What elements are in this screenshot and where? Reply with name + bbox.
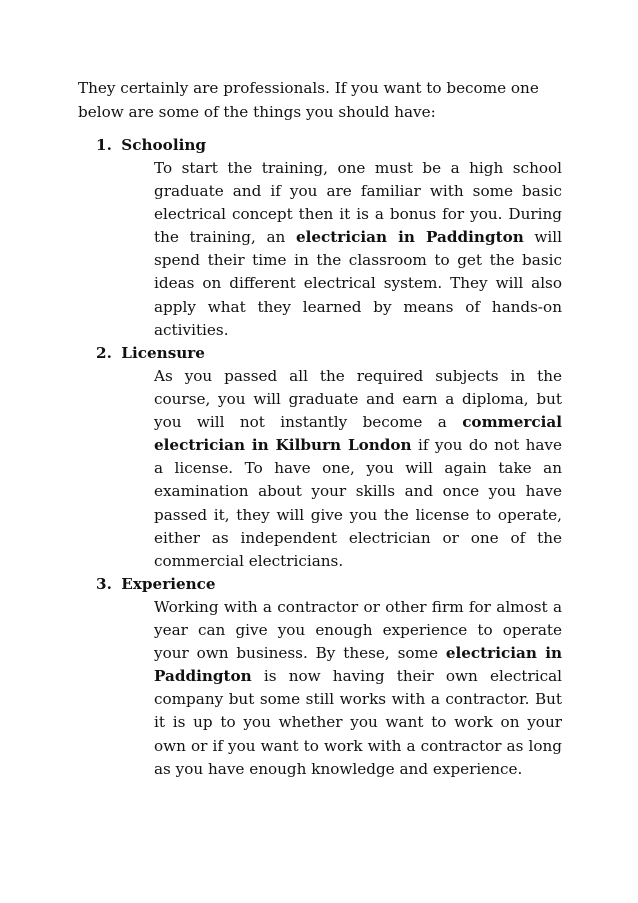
section-heading xyxy=(96,343,562,364)
section-title: Experience xyxy=(121,575,216,593)
section-body xyxy=(154,596,562,781)
section-body xyxy=(154,157,562,342)
body-text: Working with a contractor or other firm for almost a year can give you enough experience to operate your own business. By these, some xyxy=(154,598,562,663)
body-text: To start the training, one must be a high school graduate and if you are familiar with some basic electrical concept then it is a bonus for you. During the training, an xyxy=(154,159,562,247)
body-text: is now having their own electrical company but some still works with a contractor. But it is up to you whether you want to work on your own or if you want to work with a contractor as long as you have enough knowledge and experience. xyxy=(154,667,562,778)
section-title: Licensure xyxy=(121,344,205,362)
body-text: if you do not have a license. To have one, you will again take an examination about your skills and once you have passed it, they will give you the license to operate, either as independent electrician or one of the commercial electricians. xyxy=(154,436,563,570)
section-heading xyxy=(96,574,562,595)
section-heading xyxy=(96,135,562,156)
section-body xyxy=(154,365,562,573)
section-title: Schooling xyxy=(121,136,207,154)
keyword-link: electrician in Paddington xyxy=(295,228,524,247)
section-schooling xyxy=(78,135,562,342)
section-number: 2. xyxy=(96,344,112,362)
section-number: 1. xyxy=(96,136,112,154)
keyword-link: electrician in Paddington xyxy=(154,644,563,686)
section-licensure xyxy=(78,343,562,573)
section-number: 3. xyxy=(96,575,112,593)
body-text: will spend their time in the classroom to get the basic ideas on different electrical system. They will also apply what they learned by means of hands-on activities. xyxy=(154,228,563,339)
keyword-link: commercial electrician in Kilburn London xyxy=(154,413,562,455)
body-text: As you passed all the required subjects in the course, you will graduate and earn a diploma, but you will not instantly become a xyxy=(154,367,562,432)
section-experience xyxy=(78,574,562,781)
intro-paragraph: They certainly are professionals. If you want to become one below are some of the things you should have: xyxy=(78,79,539,121)
